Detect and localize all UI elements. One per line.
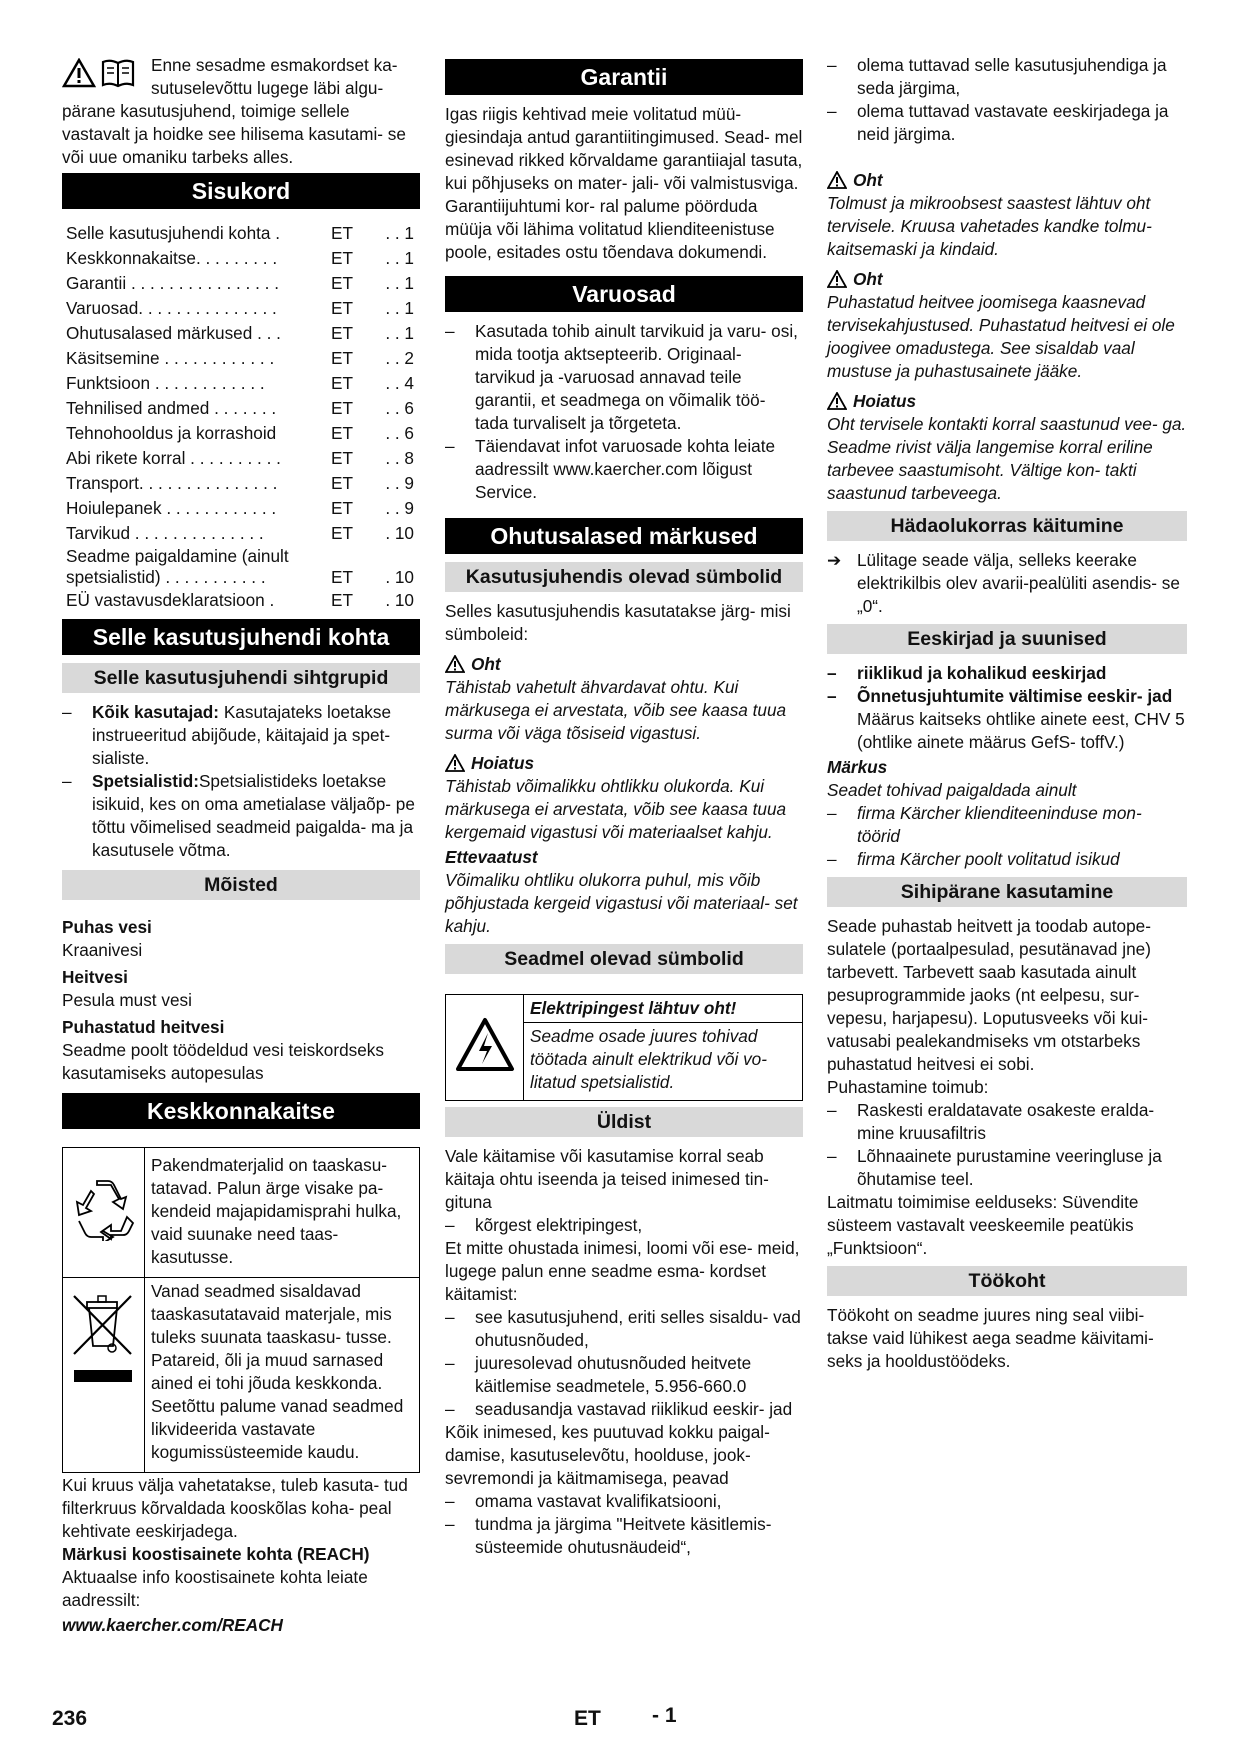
elec-title: Elektripingest lähtuv oht! — [524, 995, 803, 1023]
list-item: – olema tuttavad vastavate eeskirjadega ja neid järgima. — [827, 100, 1187, 146]
uldist-list-3 — [445, 1490, 803, 1559]
toc-entry-page: . . 9 — [385, 498, 414, 518]
list-item: – firma Kärcher klienditeeninduse mon- töörid — [827, 802, 1187, 848]
warning-triangle-icon — [445, 754, 465, 772]
toc-entry-lang: ET — [331, 373, 353, 393]
toc-row[interactable] — [66, 246, 420, 271]
toc-entry-lang: ET — [331, 498, 353, 518]
oht-desc: Tähistab vahetult ähvardavat ohtu. Kui märkusega ei arvestata, võib see kaasa tuua surma või väga tõsiseid vigastusi. — [445, 677, 787, 743]
toc-row[interactable] — [66, 521, 420, 546]
toc-entry-lang: ET — [331, 523, 353, 543]
note-desc: Seadet tohivad paigaldada ainult — [827, 780, 1077, 800]
toc-entry-page: . . 4 — [385, 373, 414, 393]
toc-entry-lang: ET — [331, 473, 353, 493]
list-item: – Lõhnaainete purustamine veeringluse ja õhutamise teel. — [827, 1145, 1187, 1191]
toc-entry-title: EÜ vastavusdeklaratsioon . — [66, 590, 275, 610]
toc-row[interactable] — [66, 346, 420, 371]
recycling-icon — [71, 1179, 137, 1241]
list-item: – olema tuttavad selle kasutusjuhendiga ja seda järgima, — [827, 54, 1187, 100]
elec-icon-cell — [446, 995, 524, 1101]
list-item: – omama vastavat kvalifikatsiooni, — [445, 1490, 803, 1513]
toc-entry-page: . . 2 — [385, 348, 414, 368]
warning-triangle-icon — [445, 655, 465, 673]
reach-title: Märkusi koostisainete kohta (REACH) — [62, 1544, 370, 1564]
list-item: – Kõik kasutajad: Kasutajateks loetakse instrueeritud abijõude, käitajaid ja spet- sialiste. — [62, 701, 420, 770]
intended-use-desc: Seade puhastab heitvett ja toodab autope- sulatele (portaalpesulad, pesutänavad jne) tarbevett. Tarbevett saab kasutada ainult pesuprogrammide jaoks (nt eelpesu, sur- vepesu, harjapesu). Loputusveeks või kui- vatusabi pealekandmiseks vm otstarbeks puhastatud heitvesi ei sobi. — [827, 916, 1151, 1074]
toc-entry-title: Käsitsemine . . . . . . . . . . . . — [66, 348, 275, 368]
toc-entry-lang: ET — [331, 348, 353, 368]
filter-disposal-text: Kui kruus välja vahetatakse, tuleb kasuta- tud filterkruus kõrvaldada kooskõlas koha- peal kehtivate eeskirjadega. — [62, 1475, 408, 1541]
toc-entry-page: . . 1 — [385, 248, 414, 268]
toc-row[interactable] — [66, 421, 420, 446]
hoiatus-contact-desc: Oht tervisele kontakti korral saastunud vee- ga. Seadme rivist välja langemise korral eriline tarbevee saastumisoht. Vältige kon- takti saastunud tarbeveega. — [827, 414, 1187, 503]
toc-entry-lang: ET — [331, 398, 353, 418]
toc-entry-title: Varuosad. . . . . . . . . . . . . . . — [66, 298, 277, 318]
terms — [62, 916, 420, 1085]
toc-entry-lang: ET — [331, 298, 353, 318]
warning-triangle-icon — [827, 392, 847, 410]
target-groups — [62, 701, 420, 862]
emergency-title: Hädaolukorras käitumine — [827, 511, 1187, 541]
oht-water-desc: Puhastatud heitvee joomisega kaasnevad tervisekahjustused. Puhastatud heitvesi ei ole joogivee omadustega. See sisaldab vaal mustuse ja puhastusainete jääke. — [827, 292, 1175, 381]
oht-dust-desc: Tolmust ja mikroobsest saastest lähtuv oht tervisele. Kruusa vahetades kandke tolmu- kaitsemaski ja kindaid. — [827, 193, 1152, 259]
list-item: – Täiendavat infot varuosade kohta leiate aadressilt www.kaercher.com lõigust Service. — [445, 435, 803, 504]
env-title: Keskkonnakaitse — [62, 1093, 420, 1129]
note-list — [827, 802, 1187, 871]
uldist-list-1 — [445, 1214, 803, 1237]
oht-heading: Oht — [827, 267, 1187, 291]
toc-row[interactable] — [66, 321, 420, 346]
requirements-list — [827, 54, 1187, 146]
toc-entry-lang: ET — [331, 423, 353, 443]
env-table — [62, 1147, 420, 1473]
varuosad-list — [445, 320, 803, 504]
toc-entry-lang: ET — [331, 567, 353, 587]
toc-entry-page: . . 1 — [385, 273, 414, 293]
toc-entry-page: . 10 — [385, 567, 414, 587]
oht-heading: Oht — [445, 652, 803, 676]
term-desc: Seadme poolt töödeldud vesi teiskordseks kasutamiseks autopesulas — [62, 1040, 384, 1083]
toc-entry-page: . 10 — [385, 590, 414, 610]
intro-line-2: sutuselevõttu lugege läbi algu- — [151, 78, 384, 98]
list-item: – see kasutusjuhend, eriti selles sisaldu- vad ohutusnõuded, — [445, 1306, 803, 1352]
varuosad-title: Varuosad — [445, 276, 803, 312]
toc-entry-title: Hoiulepanek . . . . . . . . . . . . — [66, 498, 277, 518]
list-item: – Õnnetusjuhtumite vältimise eeskir- jad — [827, 685, 1187, 708]
toc-entry-title: Garantii . . . . . . . . . . . . . . . . — [66, 273, 279, 293]
warning-triangle-icon — [827, 171, 847, 189]
toc-entry-title: Tarvikud . . . . . . . . . . . . . . — [66, 523, 264, 543]
symbols-intro: Selles kasutusjuhendis kasutatakse järg- misi sümboleid: — [445, 601, 791, 644]
toc-row[interactable] — [66, 471, 420, 496]
toc-entry-title: Tehnilised andmed . . . . . . . — [66, 398, 277, 418]
toc-row[interactable] — [66, 546, 420, 567]
toc-entry-page: . . 9 — [385, 473, 414, 493]
garantii-title: Garantii — [445, 59, 803, 95]
toc-entry-page: . . 1 — [385, 323, 414, 343]
manual-book-icon — [100, 58, 136, 88]
toc-entry-page: . . 1 — [385, 223, 414, 243]
uldist-p3: Kõik inimesed, kes puutuvad kokku paigal- damise, kasutuselevõtu, hoolduse, jook- sevremondi ja käitmamisega, peavad — [445, 1422, 770, 1488]
toc-entry-page: . . 6 — [385, 398, 414, 418]
symbols-device-title: Seadmel olevad sümbolid — [445, 944, 803, 974]
term-desc: Kraanivesi — [62, 940, 143, 960]
toc-entry-title: Selle kasutusjuhendi kohta . — [66, 223, 281, 243]
list-item: – Kasutada tohib ainult tarvikuid ja varu- osi, mida tootja aktsepteerib. Originaal- tarvikud ja -varuosad annavad teile garantii, et seadmega on võimalik töö- tada turvaliselt ja tõrgeteta. — [445, 320, 803, 435]
section-page-number: - 1 — [652, 1704, 677, 1727]
toc-entry-title: spetsialistid) . . . . . . . . . . . — [66, 567, 266, 587]
term-title: Heitvesi — [62, 967, 128, 987]
list-item: – Spetsialistid:Spetsialistideks loetakse isikuid, kes on oma ametialase väljaõp- pe tõttu võimelised seadmeid paigalda- ma ja kasutusele võtma. — [62, 770, 420, 862]
workplace-desc: Töökoht on seadme juures ning seal viibi- takse vaid lühikest aega seadme käivitami- seks ja hooldustöödeks. — [827, 1305, 1154, 1371]
language-code: ET — [574, 1707, 601, 1730]
env-icon-cell — [63, 1278, 145, 1473]
reach-text: Aktuaalse info koostisainete kohta leiate aadressilt: — [62, 1567, 368, 1610]
intended-use-desc-2: Puhastamine toimub: — [827, 1077, 989, 1097]
reach-link[interactable]: www.kaercher.com/REACH — [62, 1615, 283, 1635]
intro-line-1: Enne sesadme esmakordset ka- — [151, 55, 398, 75]
rules-list — [827, 662, 1187, 708]
toc-row[interactable] — [66, 446, 420, 471]
uldist-p1: Vale käitamise või kasutamise korral seab käitaja ohtu iseenda ja teised inimesed tin- gituna — [445, 1146, 769, 1212]
toc-entry-lang: ET — [331, 248, 353, 268]
uldist-title: Üldist — [445, 1107, 803, 1137]
garantii-text: Igas riigis kehtivad meie volitatud müü- giesindaja antud garantiitingimused. Sead- mel esinevad rikked kõrvaldame garantiiajal tasuta, kui põhjuseks on mater- jali- või valmistusviga. Garantiijuhtumi kor- ral palume pöörduda müüja või lähima volitatud klienditeenistuse poole, esitades ostu tõendava dokumendi. — [445, 104, 803, 262]
toc-entry-lang: ET — [331, 223, 353, 243]
uldist-p2: Et mitte ohustada inimesi, loomi või ese- meid, lugege palun enne seadme esma- kordset käitamist: — [445, 1238, 800, 1304]
warning-triangle-icon — [827, 270, 847, 288]
term-desc: Pesula must vesi — [62, 990, 192, 1010]
toc-row[interactable] — [66, 396, 420, 421]
elec-table — [445, 994, 803, 1101]
list-item: – juuresolevad ohutusnõuded heitvete käitlemise seadmetele, 5.956-660.0 — [445, 1352, 803, 1398]
column-1 — [62, 54, 420, 1637]
env-icon-cell — [63, 1148, 145, 1278]
oht-heading: Oht — [827, 168, 1187, 192]
toc-entry-page: . 10 — [385, 523, 414, 543]
env-packaging-text: Pakendmaterjalid on taaskasu- tatavad. Palun ärge visake pa- kendeid majapidamisprahi hulka, vaid suunake need taas- kasutusse. — [145, 1148, 420, 1278]
list-item: – riiklikud ja kohalikud eeskirjad — [827, 662, 1187, 685]
toc-title: Sisukord — [62, 173, 420, 209]
toc-entry-lang: ET — [331, 323, 353, 343]
list-item: – kõrgest elektripingest, — [445, 1214, 803, 1237]
toc — [62, 221, 420, 613]
toc-entry-title: Abi rikete korral . . . . . . . . . . — [66, 448, 281, 468]
toc-entry-lang: ET — [331, 590, 353, 610]
list-item: – tundma ja järgima "Heitvete käsitlemis- süsteemide ohutusnäudeid“, — [445, 1513, 803, 1559]
workplace-title: Töökoht — [827, 1266, 1187, 1296]
rules-title: Eeskirjad ja suunised — [827, 624, 1187, 654]
toc-entry-page: . . 6 — [385, 423, 414, 443]
cleaning-list — [827, 1099, 1187, 1191]
uldist-list-2 — [445, 1306, 803, 1421]
ettevaatust-desc: Võimaliku ohtliku olukorra puhul, mis võib põhjustada kergeid vigastusi või materiaal- set kahju. — [445, 870, 798, 936]
elec-desc: Seadme osade juures tohivad töötada ainult elektrikud või vo- litatud spetsialistid. — [524, 1023, 803, 1101]
toc-row[interactable] — [66, 567, 420, 588]
intro-icons — [62, 58, 136, 88]
intended-use-title: Sihipärane kasutamine — [827, 877, 1187, 907]
symbols-manual-title: Kasutusjuhendis olevad sümbolid — [445, 562, 803, 592]
toc-entry-title: Ohutusalased märkused . . . — [66, 323, 281, 343]
toc-row[interactable] — [66, 271, 420, 296]
toc-entry-lang: ET — [331, 448, 353, 468]
about-title: Selle kasutusjuhendi kohta — [62, 619, 420, 655]
toc-entry-title: Transport. . . . . . . . . . . . . . . — [66, 473, 278, 493]
hoiatus-heading: Hoiatus — [445, 751, 803, 775]
rules-detail: Määrus kaitseks ohtlike ainete eest, CHV 5 (ohtlike ainete määrus GefS- toffV.) — [857, 709, 1185, 752]
toc-row[interactable] — [66, 371, 420, 396]
term-title: Puhastatud heitvesi — [62, 1017, 225, 1037]
toc-row[interactable] — [66, 221, 420, 246]
toc-entry-page: . . 8 — [385, 448, 414, 468]
note-heading: Märkus — [827, 757, 888, 777]
about-subtitle: Selle kasutusjuhendi sihtgrupid — [62, 663, 420, 693]
safety-title: Ohutusalased märkused — [445, 518, 803, 554]
list-item: – seadusandja vastavad riiklikud eeskir- jad — [445, 1398, 803, 1421]
ettevaatust-heading: Ettevaatust — [445, 847, 538, 867]
warning-triangle-icon — [62, 58, 96, 88]
terms-title: Mõisted — [62, 870, 420, 900]
high-voltage-icon — [455, 1017, 515, 1073]
toc-row[interactable] — [66, 588, 420, 613]
toc-entry-title: Funktsioon . . . . . . . . . . . . — [66, 373, 265, 393]
toc-row[interactable] — [66, 496, 420, 521]
column-3 — [827, 54, 1187, 1373]
column-2 — [445, 54, 803, 1559]
hoiatus-heading: Hoiatus — [827, 389, 1187, 413]
emergency-step: ➔ Lülitage seade välja, selleks keerake elektrikilbis olev avarii-pealüliti asendis- se „0“. — [827, 549, 1187, 618]
page-number: 236 — [52, 1707, 88, 1730]
toc-entry-title: Tehnohooldus ja korrashoid — [66, 423, 277, 443]
toc-entry-title: Keskkonnakaitse. . . . . . . . . — [66, 248, 278, 268]
toc-row[interactable] — [66, 296, 420, 321]
crossed-bin-icon — [69, 1290, 139, 1386]
toc-entry-lang: ET — [331, 273, 353, 293]
hoiatus-desc: Tähistab võimalikku ohtlikku olukorda. Kui märkusega ei arvestata, võib see kaasa tuua kergemaid vigastusi või materiaalset kahju. — [445, 776, 787, 842]
toc-entry-title: Seadme paigaldamine (ainult — [66, 546, 289, 566]
intended-use-desc-3: Laitmatu toimimise eelduseks: Süvendite süsteem vastavalt veeskeemile peatükis „Funktsioon“. — [827, 1192, 1139, 1258]
term-title: Puhas vesi — [62, 917, 152, 937]
list-item: – Raskesti eraldatavate osakeste eralda- mine kruusafiltris — [827, 1099, 1187, 1145]
intro-text: pärane kasutusjuhend, toimige sellele vastavalt ja hoidke see hilisema kasutami- se või uue omaniku tarbeks alles. — [62, 101, 406, 167]
toc-entry-page: . . 1 — [385, 298, 414, 318]
env-old-devices-text: Vanad seadmed sisaldavad taaskasutatavaid materjale, mis tuleks suunata taaskasu- tusse. Patareid, õli ja muud sarnased ained ei tohi jõuda keskkonda. Seetõttu palume vanad seadmed likvideerida vastavate kogumissüsteemide kaudu. — [145, 1278, 420, 1473]
intro — [62, 54, 420, 169]
list-item: – firma Kärcher poolt volitatud isikud — [827, 848, 1187, 871]
